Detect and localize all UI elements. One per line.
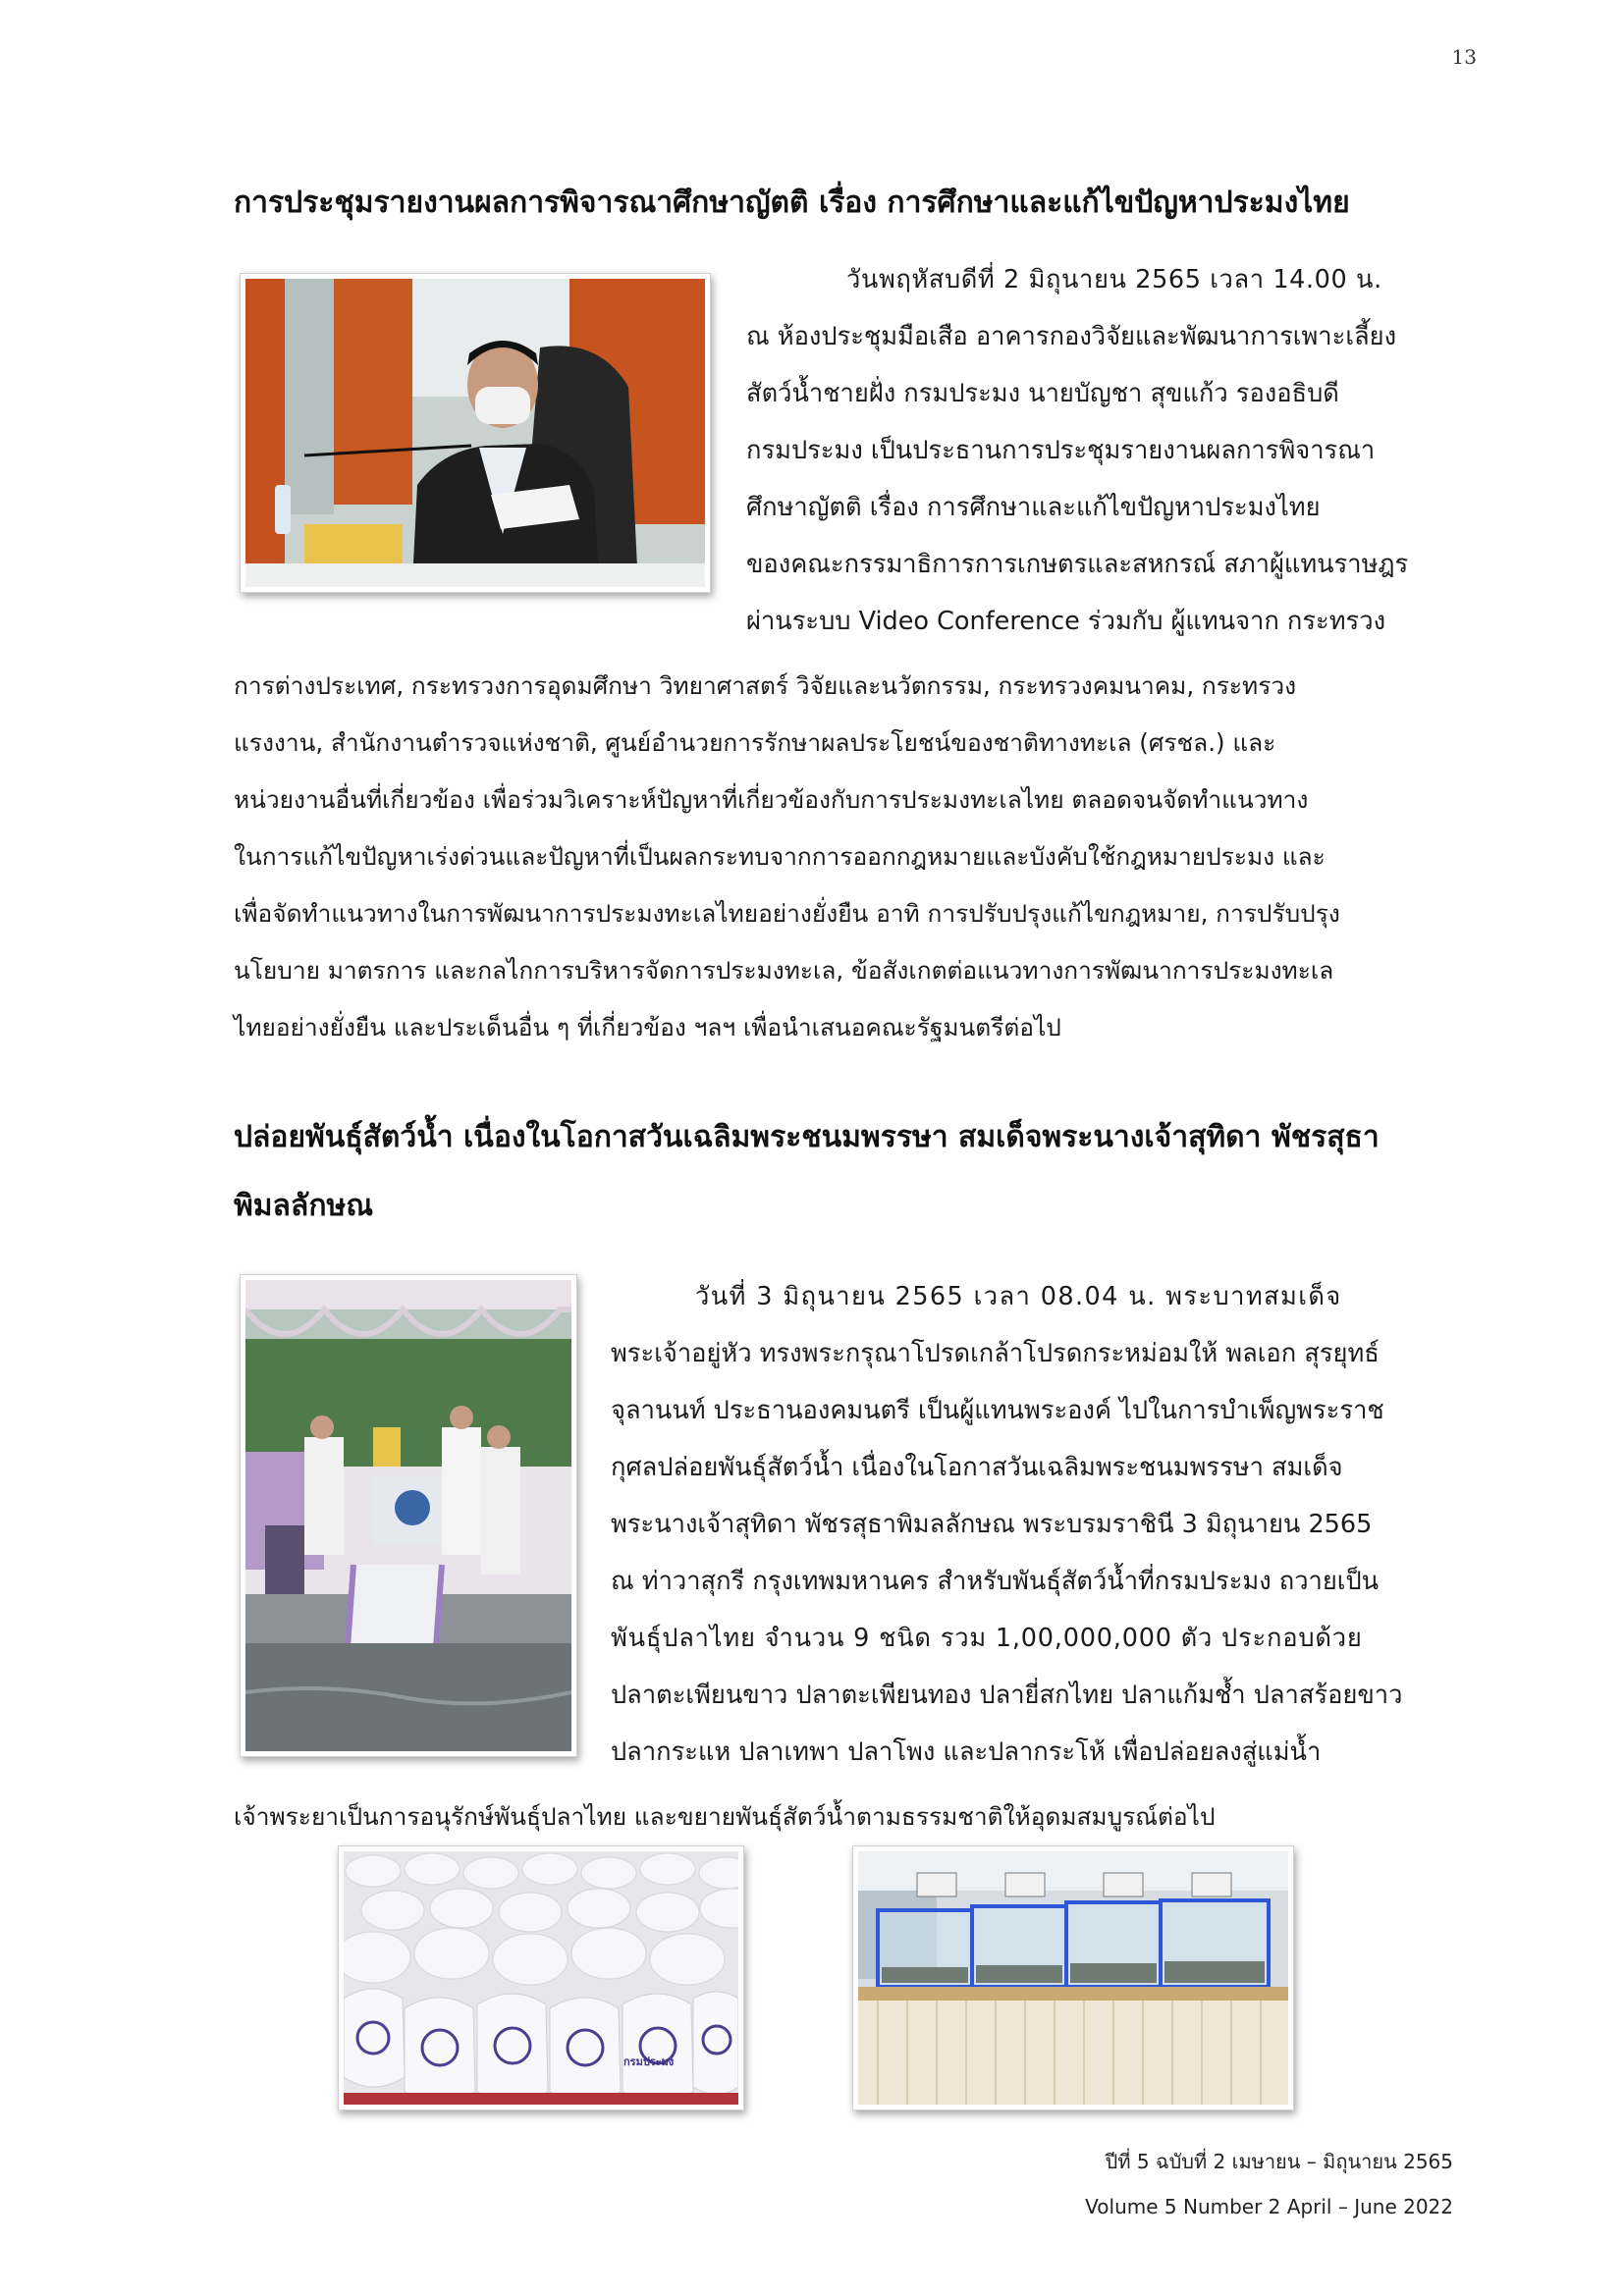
footer-thai-issue: ปีที่ 5 ฉบับที่ 2 เมษายน – มิถุนายน 2565: [1105, 2150, 1453, 2173]
section2-heading-line1: ปล่อยพันธุ์สัตว์น้ำ เนื่องในโอกาสวันเฉลิมพระชนมพรรษา สมเด็จพระนางเจ้าสุทิดา พัชรสุธา: [234, 1120, 1380, 1154]
section1-line-10: หน่วยงานอื่นที่เกี่ยวข้อง เพื่อร่วมวิเคราะห์ปัญหาที่เกี่ยวข้องกับการประมงทะเลไทย ตลอดจนจัดทำแนวทาง: [234, 785, 1309, 814]
section1-line-12: เพื่อจัดทำแนวทางในการพัฒนาการประมงทะเลไทยอย่างยั่งยืน อาทิ การปรับปรุงแก้ไขกฎหมาย, การปรับปรุง: [234, 899, 1340, 928]
section2-line-8: ปลาตะเพียนขาว ปลาตะเพียนทอง ปลายี่สกไทย ปลาแก้มช้ำ ปลาสร้อยขาว: [611, 1681, 1403, 1710]
section2-line-6: ณ ท่าวาสุกรี กรุงเทพมหานคร สำหรับพันธุ์สัตว์น้ำที่กรมประมง ถวายเป็น: [611, 1567, 1380, 1596]
section2-line-1: วันที่ 3 มิถุนายน 2565 เวลา 08.04 น. พระบาทสมเด็จ: [695, 1282, 1342, 1311]
section1-line-2: ณ ห้องประชุมมือเสือ อาคารกองวิจัยและพัฒนาการเพาะเลี้ยง: [746, 322, 1397, 351]
section1-line-11: ในการแก้ไขปัญหาเร่งด่วนและปัญหาที่เป็นผลกระทบจากการออกกฎหมายและบังคับใช้กฎหมายประมง และ: [234, 842, 1326, 871]
meeting-photo: [240, 273, 711, 593]
bag-label: กรมประมง: [623, 2056, 675, 2068]
section1-line-8: การต่างประเทศ, กระทรวงการอุดมศึกษา วิทยาศาสตร์ วิจัยและนวัตกรรม, กระทรวงคมนาคม, กระทรวง: [234, 671, 1297, 700]
section2-line-3: จุลานนท์ ประธานองคมนตรี เป็นผู้แทนพระองค์ ไปในการบำเพ็ญพระราช: [611, 1396, 1384, 1425]
ceremony-photo: [240, 1274, 577, 1757]
section2-line-4: กุศลปล่อยพันธุ์สัตว์น้ำ เนื่องในโอกาสวันเฉลิมพระชนมพรรษา สมเด็จ: [611, 1453, 1343, 1482]
section1-line-13: นโยบาย มาตรการ และกลไกการบริหารจัดการประมงทะเล, ข้อสังเกตต่อแนวทางการพัฒนาการประมงทะเล: [234, 956, 1334, 985]
section1-line-5: ศึกษาญัตติ เรื่อง การศึกษาและแก้ไขปัญหาประมงไทย: [746, 493, 1321, 522]
section2-heading-line2: พิมลลักษณ: [234, 1189, 374, 1223]
section1-line-1: วันพฤหัสบดีที่ 2 มิถุนายน 2565 เวลา 14.00 น.: [846, 265, 1382, 294]
section2-line-7: พันธุ์ปลาไทย จำนวน 9 ชนิด รวม 1,00,000,000 ตัว ประกอบด้วย: [611, 1624, 1363, 1653]
section2-line-2: พระเจ้าอยู่หัว ทรงพระกรุณาโปรดเกล้าโปรดกระหม่อมให้ พลเอก สุรยุทธ์: [611, 1339, 1380, 1368]
section2-line-10: เจ้าพระยาเป็นการอนุรักษ์พันธุ์ปลาไทย และขยายพันธุ์สัตว์น้ำตามธรรมชาติให้อุดมสมบูรณ์ต่อไป: [234, 1802, 1216, 1831]
aquarium-photo: [852, 1845, 1294, 2110]
section2-line-5: พระนางเจ้าสุทิดา พัชรสุธาพิมลลักษณ พระบรมราชินี 3 มิถุนายน 2565: [611, 1510, 1373, 1539]
section1-line-6: ของคณะกรรมาธิการการเกษตรและสหกรณ์ สภาผู้แทนราษฎร: [746, 550, 1409, 579]
section1-line-14: ไทยอย่างยั่งยืน และประเด็นอื่น ๆ ที่เกี่ยวข้อง ฯลฯ เพื่อนำเสนอคณะรัฐมนตรีต่อไป: [234, 1013, 1061, 1041]
section1-heading: การประชุมรายงานผลการพิจารณาศึกษาญัตติ เรื่อง การศึกษาและแก้ไขปัญหาประมงไทย: [234, 186, 1350, 220]
section2-line-9: ปลากระแห ปลาเทพา ปลาโพง และปลากระโห้ เพื่อปล่อยลงสู่แม่น้ำ: [611, 1737, 1322, 1767]
footer-english-issue: Volume 5 Number 2 April – June 2022: [1085, 2195, 1453, 2218]
section1-line-4: กรมประมง เป็นประธานการประชุมรายงานผลการพิจารณา: [746, 436, 1376, 465]
section1-line-7: ผ่านระบบ Video Conference ร่วมกับ ผู้แทนจาก กระทรวง: [746, 607, 1386, 636]
section1-line-3: สัตว์น้ำชายฝั่ง กรมประมง นายบัญชา สุขแก้ว รองอธิบดี: [746, 379, 1339, 408]
section1-line-9: แรงงาน, สำนักงานตำรวจแห่งชาติ, ศูนย์อำนวยการรักษาผลประโยชน์ของชาติทางทะเล (ศรชล.) และ: [234, 728, 1276, 757]
fish-bags-photo: [338, 1845, 744, 2110]
page-number: 13: [1451, 45, 1477, 69]
